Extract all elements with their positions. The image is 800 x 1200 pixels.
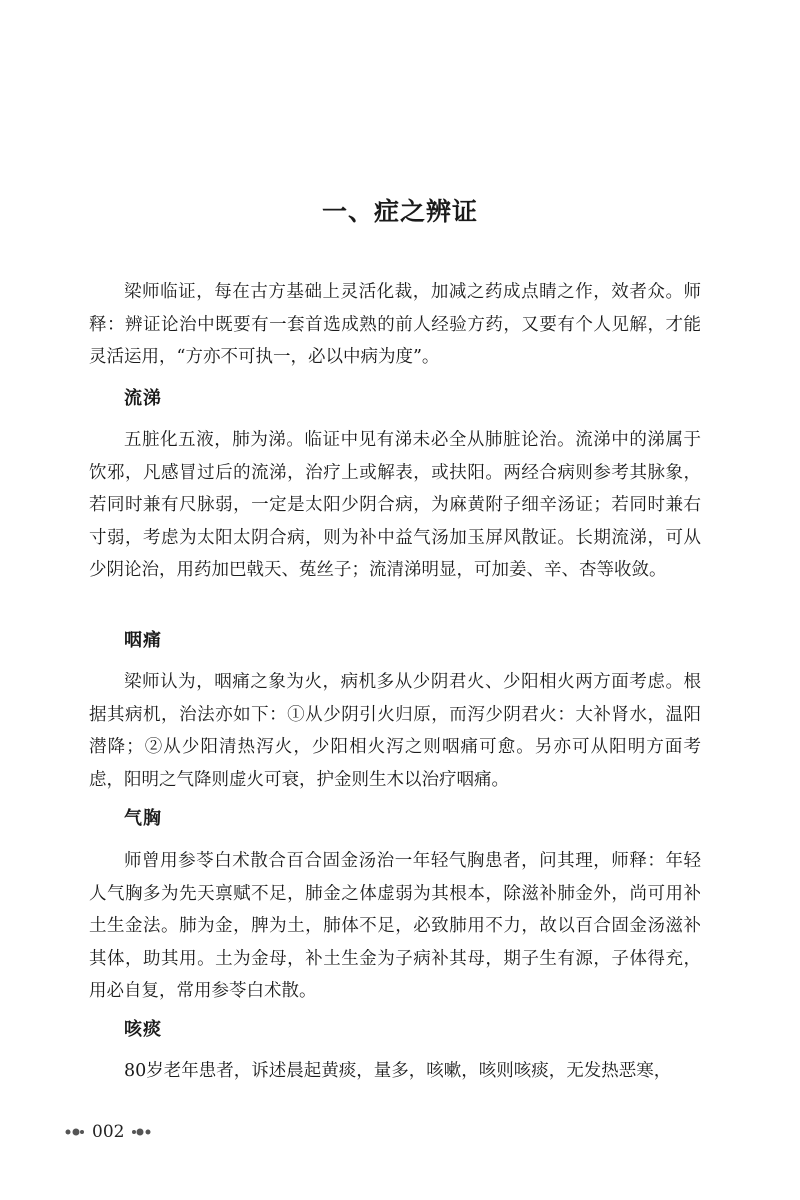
section-heading-yantong: 咽痛 — [124, 630, 162, 651]
section-text-qixiong: 师曾用参苓白术散合百合固金汤治一年轻气胸患者，问其理，师释：年轻人气胸多为先天禀赋不足，肺金之体虚弱为其根本，除滋补肺金外，尚可用补土生金法。肺为金，脾为土，肺体不足，必致肺用不力，故以百合固金汤滋补其体，助其用。土为金母，补土生金为子病补其母，期子生有源，子体得充，用必自复，常用参苓白术散。 — [89, 851, 701, 1001]
section-text-yantong: 梁师认为，咽痛之象为火，病机多从少阴君火、少阳相火两方面考虑。根据其病机，治法亦如下：①从少阴引火归原，而泻少阴君火：大补肾水，温阳潜降；②从少阳清热泻火，少阳相火泻之则咽痛可愈。另亦可从阳明方面考虑，阳明之气降则虚火可衰，护金则生木以治疗咽痛。 — [89, 672, 701, 790]
chapter-title: 一、症之辨证 — [321, 197, 478, 226]
page-footer — [64, 1122, 152, 1142]
page-number: 002 — [92, 1122, 125, 1142]
intro-paragraph: 梁师临证，每在古方基础上灵活化裁，加减之药成点睛之作，效者众。师释：辨证论治中既要有一套首选成熟的前人经验方药，又要有个人见解，才能灵活运用，“方亦不可执一，必以中病为度”。 — [89, 282, 701, 367]
right-ornament-icon — [130, 1126, 152, 1138]
section-text-liuti: 五脏化五液，肺为涕。临证中见有涕未必全从肺脏论治。流涕中的涕属于饮邪，凡感冒过后的流涕，治疗上或解表，或扶阳。两经合病则参考其脉象，若同时兼有尺脉弱，一定是太阳少阴合病，为麻黄附子细辛汤证；若同时兼右寸弱，考虑为太阳太阴合病，则为补中益气汤加玉屏风散证。长期流涕，可从少阴论治，用药加巴戟天、菟丝子；流清涕明显，可加姜、辛、杏等收敛。 — [89, 430, 701, 580]
section-heading-liuti: 流涕 — [124, 388, 162, 409]
left-ornament-icon — [64, 1126, 86, 1138]
section-heading-ketan: 咳痰 — [124, 1019, 162, 1040]
section-text-ketan: 80岁老年患者，诉述晨起黄痰，量多，咳嗽，咳则咳痰，无发热恶寒， — [124, 1061, 672, 1081]
section-heading-qixiong: 气胸 — [124, 808, 162, 829]
